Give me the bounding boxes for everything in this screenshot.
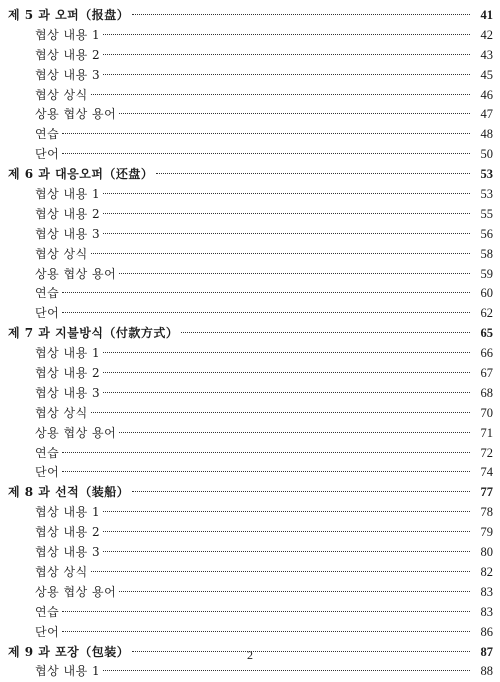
toc-page-number: 70 [480,405,493,420]
toc-entry-title: 상용 협상 용어 [35,107,117,122]
toc-entry-row [0,404,500,424]
toc-page-number: 53 [480,187,493,202]
toc-page-number: 62 [480,306,493,321]
dot-leader [62,452,470,453]
toc-entry-row [0,86,500,106]
toc-entry-title: 제 8 과 선적（装船） [8,485,130,500]
toc-chapter-row [0,324,500,344]
toc-entry-title: 협상 내용 3 [35,385,101,400]
toc-page-number: 83 [480,584,493,599]
dot-leader [62,471,470,472]
toc-entry-title: 협상 내용 1 [35,505,101,520]
toc-page-number: 88 [480,664,493,679]
toc-page-number: 65 [480,326,493,341]
toc-entry-title: 협상 내용 1 [35,664,101,679]
toc-page-number: 50 [480,147,493,162]
toc-page-number: 71 [480,425,493,440]
toc-page-number: 74 [480,465,493,480]
toc-entry-row [0,105,500,125]
toc-page-number: 72 [480,445,493,460]
toc-page-number: 53 [480,167,493,182]
dot-leader [91,412,470,413]
toc-entry-row [0,503,500,523]
toc-entry-row [0,284,500,304]
dot-leader [91,94,470,95]
dot-leader [103,54,470,55]
toc-entry-title: 단어 [35,624,60,639]
toc-entry-title: 협상 내용 1 [35,187,101,202]
dot-leader [103,74,470,75]
toc-page-number: 45 [480,67,493,82]
dot-leader [132,491,470,492]
toc-page-number: 43 [480,47,493,62]
toc-entry-row [0,463,500,483]
dot-leader [103,531,470,532]
toc-page-number: 42 [480,27,493,42]
dot-leader [62,153,470,154]
toc-entry-title: 협상 내용 2 [35,206,101,221]
dot-leader [119,591,470,592]
toc-page-number: 86 [480,624,493,639]
toc-entry-title: 제 5 과 오퍼（报盘） [8,8,130,22]
table-of-contents [0,6,500,682]
toc-page-number: 59 [480,266,493,281]
toc-page-number: 48 [480,127,493,142]
toc-entry-title: 협상 내용 2 [35,366,101,381]
dot-leader [103,34,470,35]
toc-page-number: 56 [480,226,493,241]
dot-leader [181,332,470,333]
toc-entry-title: 연습 [35,286,60,301]
toc-page-number: 77 [480,485,493,500]
toc-entry-row [0,125,500,145]
toc-chapter-row [0,6,500,26]
toc-entry-title: 협상 내용 1 [35,346,101,361]
toc-page-number: 87 [480,644,493,659]
toc-page-number: 67 [480,366,493,381]
toc-page-number: 78 [480,505,493,520]
dot-leader [103,551,470,552]
toc-entry-row [0,26,500,46]
toc-entry-row [0,185,500,205]
toc-chapter-row [0,483,500,503]
dot-leader [62,611,470,612]
dot-leader [119,113,470,114]
dot-leader [91,571,470,572]
toc-entry-title: 협상 상식 [35,246,88,261]
dot-leader [103,352,470,353]
toc-page-number: 80 [480,545,493,560]
toc-entry-title: 제 7 과 지불방식（付款方式） [8,326,179,341]
toc-entry-title: 협상 내용 3 [35,545,101,560]
toc-entry-row [0,583,500,603]
toc-entry-title: 협상 내용 1 [35,27,101,42]
dot-leader [132,14,470,15]
toc-entry-row [0,543,500,563]
toc-entry-row [0,623,500,643]
dot-leader [62,631,470,632]
dot-leader [103,511,470,512]
toc-page-number: 83 [480,604,493,619]
toc-entry-title: 상용 협상 용어 [35,584,117,599]
toc-page-number: 82 [480,564,493,579]
toc-entry-row [0,603,500,623]
dot-leader [103,670,470,671]
toc-entry-title: 연습 [35,604,60,619]
toc-page-number: 79 [480,525,493,540]
dot-leader [103,233,470,234]
dot-leader [103,213,470,214]
dot-leader [119,432,470,433]
toc-entry-title: 협상 내용 3 [35,67,101,82]
toc-entry-row [0,344,500,364]
toc-page-number: 68 [480,385,493,400]
toc-chapter-row [0,165,500,185]
toc-entry-title: 제 6 과 대응오퍼（还盘） [8,167,154,182]
toc-entry-title: 상용 협상 용어 [35,425,117,440]
toc-entry-row [0,145,500,165]
toc-entry-row [0,205,500,225]
toc-entry-row [0,563,500,583]
toc-entry-title: 협상 내용 3 [35,226,101,241]
toc-page-number: 41 [480,8,493,22]
toc-page-number: 46 [480,87,493,102]
toc-page-number: 47 [480,107,493,122]
toc-entry-row [0,444,500,464]
toc-entry-title: 협상 상식 [35,564,88,579]
toc-page-number: 58 [480,246,493,261]
toc-entry-title: 협상 상식 [35,405,88,420]
dot-leader [62,292,470,293]
toc-entry-row [0,245,500,265]
dot-leader [103,392,470,393]
toc-entry-title: 협상 내용 2 [35,47,101,62]
page-number-footer: 2 [247,648,253,662]
toc-entry-title: 연습 [35,127,60,142]
dot-leader [103,193,470,194]
dot-leader [62,133,470,134]
toc-entry-title: 제 9 과 포장（包装） [8,644,130,659]
toc-entry-row [0,384,500,404]
toc-entry-row [0,523,500,543]
toc-entry-title: 단어 [35,306,60,321]
toc-entry-title: 상용 협상 용어 [35,266,117,281]
toc-entry-title: 연습 [35,445,60,460]
toc-entry-row [0,364,500,384]
toc-entry-row [0,304,500,324]
toc-entry-row [0,265,500,285]
dot-leader [62,312,470,313]
dot-leader [156,173,470,174]
toc-entry-title: 협상 내용 2 [35,525,101,540]
toc-page-number: 60 [480,286,493,301]
toc-entry-title: 단어 [35,465,60,480]
toc-entry-row [0,225,500,245]
dot-leader [91,253,470,254]
toc-page-number: 55 [480,206,493,221]
dot-leader [119,273,470,274]
toc-entry-row [0,66,500,86]
toc-entry-row [0,46,500,66]
toc-entry-title: 단어 [35,147,60,162]
toc-entry-row [0,424,500,444]
toc-entry-title: 협상 상식 [35,87,88,102]
toc-page-number: 66 [480,346,493,361]
toc-entry-row [0,662,500,682]
dot-leader [103,372,470,373]
